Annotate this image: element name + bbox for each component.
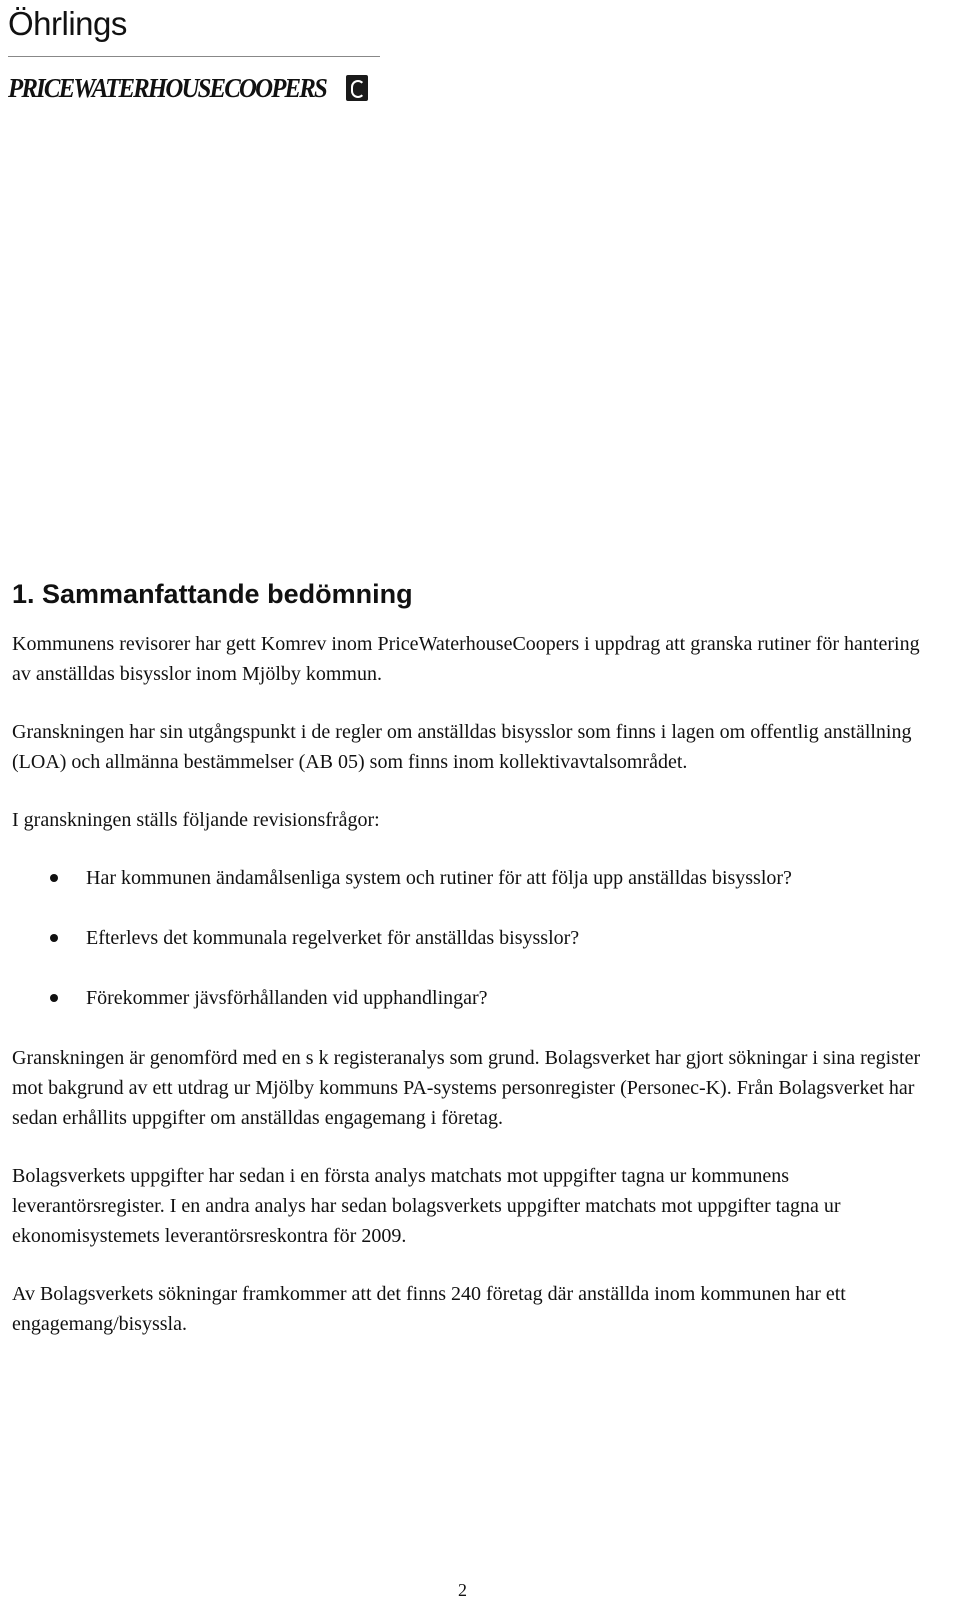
firm-name: Öhrlings xyxy=(8,5,127,42)
paragraph-analysis: Bolagsverkets uppgifter har sedan i en första analys matchats mot uppgifter tagna ur kommunens leverantörsregister. I en andra analys har sedan bolagsverkets uppgifter matchats mot uppgifter tagna ur ekonomisystemets leverantörsreskontra för 2009. xyxy=(12,1165,841,1247)
revision-questions-list xyxy=(12,863,942,1013)
page-number: 2 xyxy=(458,1580,467,1600)
section-title: 1. Sammanfattande bedömning xyxy=(12,579,413,609)
list-item: Förekommer jävsförhållanden vid upphandlingar? xyxy=(12,983,942,1013)
document-body xyxy=(12,577,942,1367)
logo-wordmark: PRICEWATERHOUSECOOPERS xyxy=(8,72,326,103)
paragraph-intro: Kommunens revisorer har gett Komrev inom PriceWaterhouseCoopers i uppdrag att granska rutiner för hantering av anställdas bisysslor inom Mjölby kommun. xyxy=(12,633,920,685)
logo-emblem-icon xyxy=(346,75,368,101)
document-header xyxy=(8,4,380,111)
paragraph-questions-intro: I granskningen ställs följande revisionsfrågor: xyxy=(12,809,380,831)
paragraph-basis: Granskningen har sin utgångspunkt i de regler om anställdas bisysslor som finns i lagen om offentlig anställning (LOA) och allmänna bestämmelser (AB 05) som finns inom kollektivavtalsområdet. xyxy=(12,721,912,773)
paragraph-result: Av Bolagsverkets sökningar framkommer att det finns 240 företag där anställda inom kommunen har ett engagemang/bisyssla. xyxy=(12,1283,846,1335)
header-divider xyxy=(8,56,380,57)
company-logo xyxy=(8,65,380,111)
list-item: Efterlevs det kommunala regelverket för anställdas bisysslor? xyxy=(12,923,942,953)
list-item: Har kommunen ändamålsenliga system och rutiner för att följa upp anställdas bisysslor? xyxy=(12,863,942,893)
paragraph-method: Granskningen är genomförd med en s k registeranalys som grund. Bolagsverket har gjort sökningar i sina register mot bakgrund av ett utdrag ur Mjölby kommuns PA-systems personregister (Personec-K). Från Bolagsverket har sedan erhållits uppgifter om anställdas engagemang i företag. xyxy=(12,1047,921,1129)
